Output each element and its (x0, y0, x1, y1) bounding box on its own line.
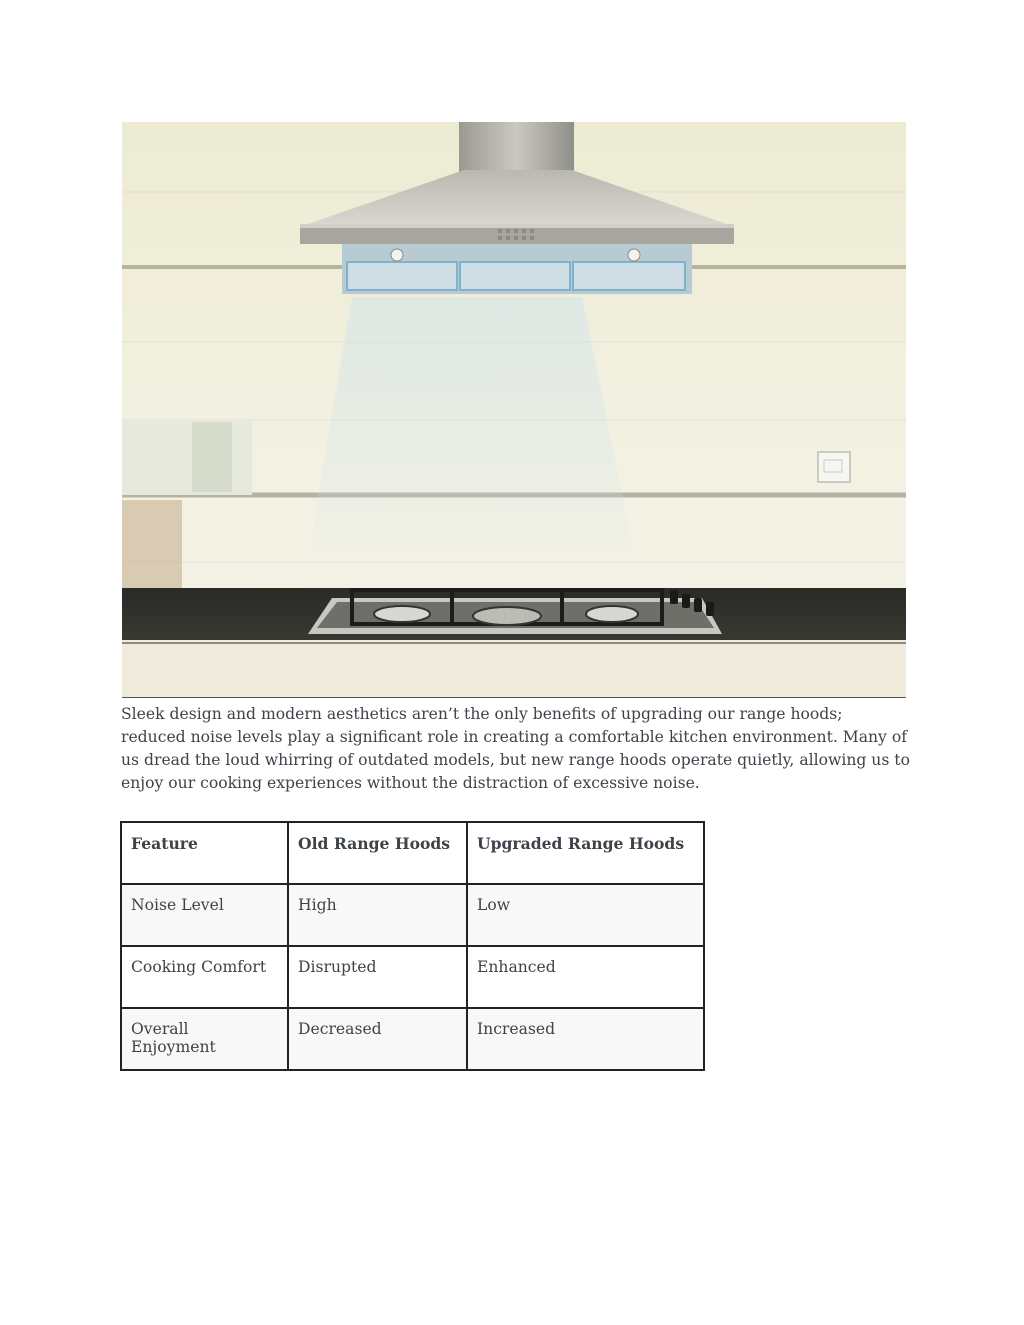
table-cell: Noise Level (121, 884, 288, 946)
table-cell: Overall Enjoyment (121, 1008, 288, 1070)
body-paragraph: Sleek design and modern aesthetics aren’t the only benefits of upgrading our range hoods; reduced noise levels play a significant role in creating a comfortable kitchen environment. Many of us dread the loud whirring of outdated models, but new range hoods operate quietly, allowing us to enjoy our cooking experiences without the distraction of excessive noise. (121, 705, 910, 792)
table-header-cell: Old Range Hoods (288, 822, 467, 884)
table-row (121, 884, 704, 946)
table-header-cell: Upgraded Range Hoods (467, 822, 704, 884)
table-cell: Decreased (288, 1008, 467, 1070)
table-cell: Enhanced (467, 946, 704, 1008)
table-header-cell: Feature (121, 822, 288, 884)
range-hood-photo (122, 122, 906, 698)
table-row (121, 1008, 704, 1070)
comparison-table (120, 821, 705, 1071)
table-cell: High (288, 884, 467, 946)
table-cell: Low (467, 884, 704, 946)
table-row (121, 946, 704, 1008)
table-cell: Cooking Comfort (121, 946, 288, 1008)
table-cell: Increased (467, 1008, 704, 1070)
table-header-row (121, 822, 704, 884)
table-cell: Disrupted (288, 946, 467, 1008)
